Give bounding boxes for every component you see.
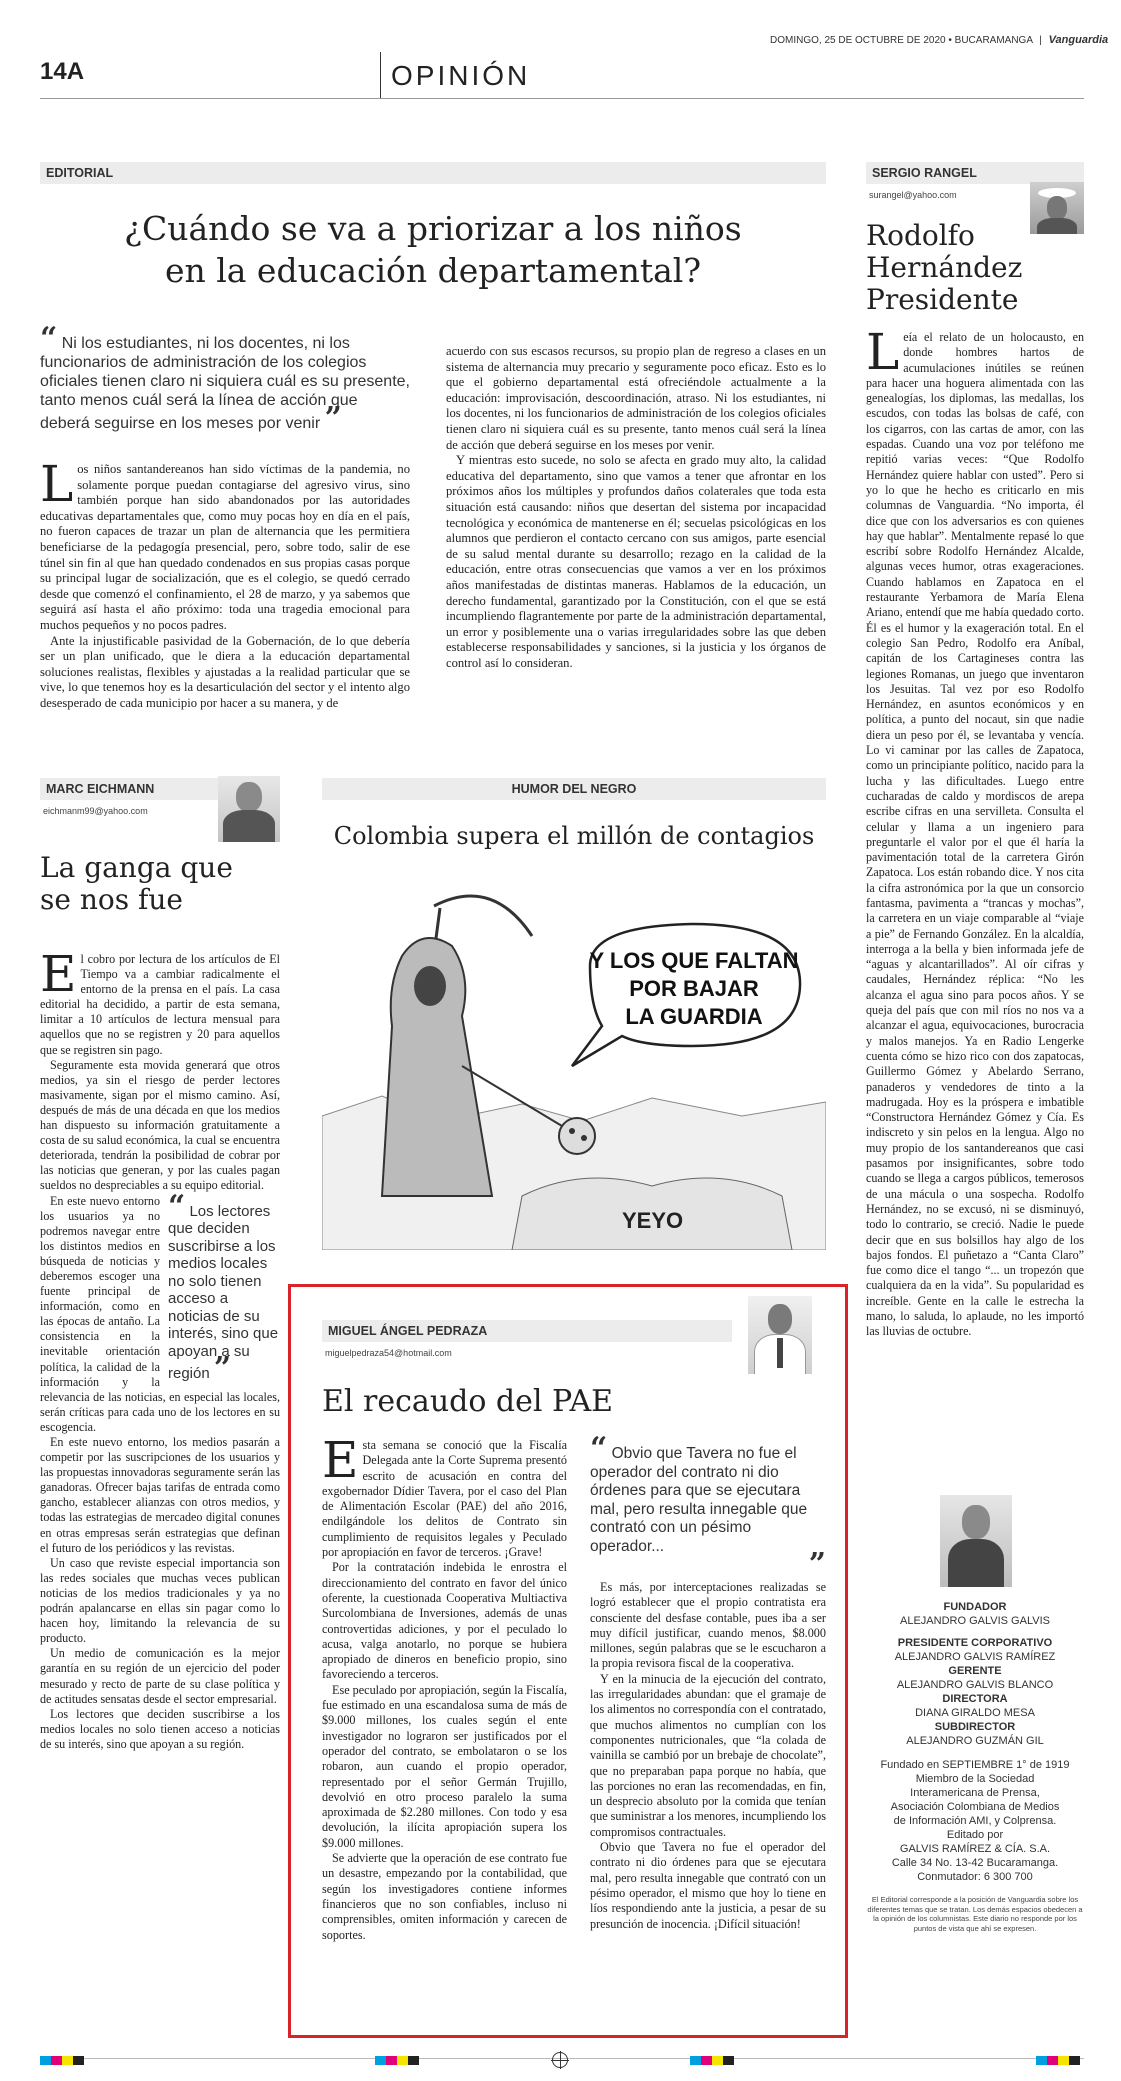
eichmann-pullquote: “ Los lectores que deciden suscribirse a los medios locales no solo tienen acceso a noticias de su interés, sino que apoyan a su región ”	[168, 1188, 279, 1386]
cartoon-title: Colombia supera el millón de contagios	[333, 822, 815, 850]
bubble-line-2: POR BAJAR	[629, 976, 759, 1001]
close-quote-icon: ”	[213, 1351, 232, 1386]
open-quote-icon: “	[168, 1188, 186, 1224]
pedraza-column-2: Es más, por interceptaciones realizadas se logró establecer que el propio contratista era consciente del desfase contable, pues iba a ser muy difícil justificar, cuando menos, $8.000 millones, según palabras que se le escucharon a la propia revisora fiscal de la cooperativa. Y en la minucia de la ejecución del contrato, las irregularidades abundan: que el gramaje de los alimentos no correspondía con el contratado, que muchos alimentos no cumplían con los componentes nutricionales, que “la colada de vainilla se cambió por un brebaje de chocolate”, que no preparaban papa porque no había, que las porciones no eran las recomendadas, en fin, un desprecio absoluto por la comida que tenían que suministrar a los menores, incumpliendo los compromisos contractuales. Obvio que Tavera no fue el operador del contrato ni dio órdenes para que se ejecutara mal, pero resulta innegable que contrató con un pésimo operador, el mismo que hoy lo tiene en líos respondiendo ante la justicia, a pesar de su presunción de inocencia. ¡Difícil situación!	[590, 1580, 826, 1931]
registration-bar-center	[375, 2056, 419, 2065]
rangel-avatar	[1030, 182, 1084, 234]
masthead-disclaimer: El Editorial corresponde a la posición de Vanguardia sobre los diferentes temas que se tratan. Los demás espacios obedecen a la opinión de los columnistas. Este diario no responde por los puntos de vista que ahí se expresen.	[867, 1895, 1083, 1933]
open-quote-icon: “	[40, 321, 58, 356]
pedraza-column-1: Esta semana se conoció que la Fiscalía Delegada ante la Corte Suprema presentó escrito de acusación en contra del exgobernador Dídier Tavera, por el caso del Plan de Alimentación Escolar (PAE) del año 2016, endilgándole los delitos de Contrato sin cumplimiento de requisitos legales y Peculado por apropiación en favor de terceros. ¡Grave! Por la contratación indebida le enrostra el direccionamiento del contrato en favor del único oferente, la cuestionada Cooperativa Multiactiva Surcolombiana de Inversiones, además de unas controvertidas adiciones, y por el peculado lo acusa, valga anotarlo, no porque se hubiera apropiado de dineros en beneficio propio, sino favoreciendo a terceros. Ese peculado por apropiación, según la Fiscalía, fue estimado en una escandalosa suma de más de $9.000 millones, los cuales según el ente investigador no lograron ser justificados por el operador del contrato, se embolataron o se los robaron, aun cuando el propio operador, representado por el señor Germán Trujillo, devolvió en otro proceso paralelo la suma aproximada de $2.280 millones. Con todo y esa devolución, la ilícita apropiación supera los $9.000 millones. Se advierte que la operación de ese contrato fue un desastre, empezando por la contabilidad, que según los investigadores contiene informes financieros que no son confiables, incluso ni comprensibles, omiten información y carecen de soportes.	[322, 1431, 567, 1942]
cartoonist-signature: YEYO	[622, 1208, 684, 1233]
eichmann-author-tag: MARC EICHMANN	[40, 778, 280, 800]
close-quote-icon: ”	[808, 1547, 826, 1582]
close-quote-icon: ”	[324, 401, 342, 436]
section-title: OPINIÓN	[391, 60, 531, 91]
editorial-pullquote: “ Ni los estudiantes, ni los docentes, ni los funcionarios de administración de los colegios oficiales tienen claro ni siquiera cuál es su presente, tanto menos cuál será la línea de acción que deberá seguirse en los meses por venir ”	[40, 321, 410, 436]
registration-bar-left	[40, 2056, 84, 2065]
cartoon	[322, 866, 826, 1250]
eichmann-body: El cobro por lectura de los artículos de El Tiempo va a cambiar radicalmente el entorno de la prensa en el país. La casa editorial ha decidido, a partir de esta semana, limitar a 10 artículos de lectura mensual para aquellos que no se registren y 20 para aquellos que se registren sin pago. Seguramente esta movida generará que otros medios, ya sin el riesgo de perder lectores masivamente, sigan por el mismo camino. Así, después de más de una década en que los medios han dispuesto su información gratuitamente a costa de su salud económica, la cual se encuentra deteriorada, tendrán la posibilidad de cobrar por las noticias que generan, y por las cuales pagan sueldos no despreciables a su equipo editorial. “ Los lectores que deciden suscribirse a los medios locales no solo tienen acceso a noticias de su interés, sino que apoyan a su región ” En este nuevo entorno los usuarios ya no podremos navegar entre los distintos medios en búsqueda de noticias y deberemos escoger una fuente principal de información, como en las épocas de antaño. La consistencia en la inevitable orientación política, la calidad de la información y la relevancia de las noticias, en especial las locales, serán críticas para cada uno de los lectores en su escogencia. En este nuevo entorno, los medios pasarán a competir por las suscripciones de los usuarios y las propuestas innovadoras seguramente serán las ganadoras. Ofrecer bajas tarifas de entrada como gancho, establecer alianzas con otros medios, y todas las estrategias de mercadeo digital conunes en otras empresas serán estrategias que definan el futuro de los periódicos y las revistas. Un caso que reviste especial importancia son las redes sociales que muchas veces publican noticias de los medios tradicionales y ya no podrán apalancarse en ellas sin pagar como lo hacen hoy, limitando la relevancia de su producto. Un medio de comunicación es la mejor garantía en su región de un ejercicio del poder mesurado y recto de parte de su clase política y de actitudes sensatas desde el sector empresarial. Los lectores que deciden suscribirse a los medios locales no solo tienen acceso a noticias de su interés, sino que apoyan a su región.	[40, 945, 280, 1751]
registration-bar-right	[690, 2056, 734, 2065]
editorial-tag: EDITORIAL	[40, 162, 826, 184]
dateline-text: DOMINGO, 25 DE OCTUBRE DE 2020 • BUCARAMANGA	[770, 35, 1033, 46]
eichmann-email: eichmanm99@yahoo.com	[43, 806, 148, 816]
rangel-author-tag: SERGIO RANGEL	[866, 162, 1084, 184]
humor-tag: HUMOR DEL NEGRO	[322, 778, 826, 800]
rangel-title: Rodolfo Hernández Presidente	[866, 219, 1023, 316]
editorial-column-2: acuerdo con sus escasos recursos, su propio plan de regreso a clases en un sistema de alternancia muy precario y seguramente poco eficaz. Esto es lo que el gobierno departamental está ofreciéndole actualmente a la educación: improvisación, descoordinación, atraso. Ni los estudiantes, ni los docentes, ni los funcionarios de administración de los colegios oficiales tienen claro ni siquiera cuál es su presente, tanto menos cuál será la línea de acción que deberá seguirse en los meses por venir. Y mientras esto sucede, no solo se afecta en grado muy alto, la calidad educativa del departamento, sino que vamos a tener que afrontar en los próximos años los múltiples y profundos daños colaterales que toda esta situación está causando: niños que desertan del sistema por incapacidad tecnológica y económica de mantenerse en él; secuelas psicológicas en los alumnos que perdieron el contacto cercano con sus amigos, parte esencial de su salud mental durante su desarrollo; rezago en la calidad de la educación, entre otras consecuencias que vamos a ver en los próximos años manifestadas de distintas maneras. Hablamos de la educación, un derecho fundamental, garantizado por la Constitución, con el que se está incumpliendo flagrantemente por parte de la administración departamental, un error y posiblemente una o varias irregularidades sobre las que deben establecerse responsabilidades y sanciones, si la justicia y los órganos de control así lo consideran.	[446, 344, 826, 670]
editorial-column-1: Los niños santandereanos han sido víctimas de la pandemia, no solamente porque puedan contagiarse del agresivo virus, sino también porque han sido abandonados por las autoridades educativas departamentales que, como muy pocas hoy en día en el país, no fueron capaces de trazar un plan de alternancia que les permitiera beneficiarse de la pedagogía presencial, pero, sobre todo, salir de ese túnel sin fin al que han quedado condenados en sus propias casas porque su principal lugar de socialización, que es el colegio, se quedó cerrado desde que comenzó el confinamiento, el 28 de marzo, y ya sabemos que seguirá así hasta el año próximo: toda una tragedia emocional para muchos pequeños y no pocos padres. Ante la injustificable pasividad de la Gobernación, de lo que debería ser un plan unificado, que le diera a la educación departamental soluciones realistas, flexibles y ajustadas a la realidad particular que se vive, lo que tenemos hoy es la desarticulación del sector y el intento algo desesperado de cada municipio por hacer a su manera, y de	[40, 455, 410, 710]
eichmann-drop-cap: E	[40, 945, 77, 1003]
pedraza-drop-cap: E	[322, 1431, 359, 1489]
open-quote-icon: “	[590, 1431, 608, 1466]
bubble-line-3: LA GUARDIA	[625, 1004, 763, 1029]
rangel-drop-cap: L	[866, 323, 900, 381]
pedraza-email: miguelpedraza54@hotmail.com	[325, 1348, 452, 1358]
editorial-title: ¿Cuándo se va a priorizar a los niños en la educación departamental?	[124, 209, 742, 290]
pedraza-pullquote: “ Obvio que Tavera no fue el operador del contrato ni dio órdenes para que se ejecutara mal, pero resulta innegable que contrató con un pésimo operador... ”	[590, 1431, 826, 1582]
dateline: DOMINGO, 25 DE OCTUBRE DE 2020 • BUCARAMANGA | Vanguardia	[770, 34, 1109, 46]
header-rule	[40, 98, 1084, 99]
editorial-drop-cap: L	[40, 455, 74, 513]
brand-name: Vanguardia	[1048, 34, 1109, 46]
founder-portrait	[940, 1495, 1012, 1587]
masthead: FUNDADOR ALEJANDRO GALVIS GALVIS PRESIDENTE CORPORATIVO ALEJANDRO GALVIS RAMÍREZ GERENTE ALEJANDRO GALVIS BLANCO DIRECTORA DIANA GIRALDO MESA SUBDIRECTOR ALEJANDRO GUZMÁN GIL Fundado en SEPTIEMBRE 1° de 1919 Miembro de la Sociedad Interamericana de Prensa, Asociación Colombiana de Medios de Información AMI, y Colprensa. Editado por GALVIS RAMÍREZ & CÍA. S.A. Calle 34 No. 13-42 Bucaramanga. Conmutador: 6 300 700	[880, 1601, 1070, 1883]
bubble-line-1: Y LOS QUE FALTAN	[589, 948, 799, 973]
registration-mark-icon	[552, 2052, 568, 2068]
eichmann-avatar	[218, 776, 280, 842]
page-number: 14A	[40, 58, 85, 85]
pedraza-avatar	[748, 1296, 812, 1374]
header-divider	[380, 52, 381, 98]
pedraza-author-tag: MIGUEL ÁNGEL PEDRAZA	[322, 1320, 732, 1342]
pedraza-title: El recaudo del PAE	[322, 1384, 614, 1419]
registration-bar-far-right	[1036, 2056, 1080, 2065]
eichmann-title: La ganga que se nos fue	[40, 851, 233, 916]
cartoon-drawing	[322, 866, 826, 1250]
rangel-email: surangel@yahoo.com	[869, 190, 957, 200]
rangel-body: Leía el relato de un holocausto, en donde hombres hartos de acumulaciones inútiles se reúnen para hacer una hoguera alimentada con las genealogías, los diplomas, las medallas, los escudos, con todas las bolsas de café, con los cigarros, con las cartas de amor, con las espadas. Cuando una voz por teléfono me repitió varias veces: “Que Rodolfo Hernández quiere hablar con usted”. Pero si yo lo que he hecho es criticarlo en mis columnas de Vanguardia. “No importa, él dice que con los adversarios es con quienes hay que hablar”. Mentalmente repasé lo que escribí sobre Rodolfo Hernández Alcalde, algunas veces humor, otras exageraciones. Cuando hablamos en Zapatoca en el restaurante Yerbamora de María Elena Ariano, entendí que me había quedado corto. Él es el humor y la exageración total. En el colegio San Pedro, Rodolfo era Aníbal, capitán de los Cartagineses contra las legiones Romanas, un juego que inventaron los Jesuitas. Tal vez por eso Rodolfo Hernández, en asuntos económicos y en política, a punto del nocaut, sin que nadie diera un peso por él, se levantaba y vencía. Lo vi caminar por las calles de Zapatoca, como un principiante político, nacido para la lucha y las dificultades. Luego entre cucharadas de caldo y mordiscos de arepa escribe cifras en una servilleta. Consulta el celular y llama a un ingeniero para preguntarle el valor por el que él haría la pavimentación total de la carretera Girón Zapatoca. Los están robando dice. Y nos cita la cifra astronómica por la que un consorcio fantasma, pavimenta a “trancas y mochas”, la carretera en un viaje comparable al “viaje a pie” de Fernando González. En la alcaldía, interroga a la bella y bien informada jefe de “aguas y alcantarillados”. Al oír cifras y caudales, Hernández réplica: “No les alcanza el agua sino para pocos años. Y se queja del país que con mil ríos no nos va a alcanzar el agua, equivocaciones, burocracia y malos manejos. Ya en Radio Lengerke cuenta cómo se hizo rico con dos zapatocas, Guillermo Gómez y Abelardo Serrano, panaderos y vendedores de tinto a la madrugada. Hoy es la próspera e imbatible “Constructora Hernández Gómez y Cía. Es indiscreto y sin pelos en la lengua. Algo no muy propio de los santandereanos que casi pasamos por insignificantes, sobre todo cuando se llega a cargos públicos, temerosos de una mácula o una sospecha. Rodolfo Hernández, no se excusó, ni se disminuyó, todo lo contrario, se creció. Nadie le puede decir que en sus bolsillos hay algo de los bajos fondos. El puñetazo a “Canta Claro” fue como dice el tango “... un tropezón que cualquiera da en la vida”. Su popularidad es increíble. Gente en la calle le estrecha la mano, lo saluda, lo aplaude, no les importó las lluvias de octubre.	[866, 323, 1084, 1339]
